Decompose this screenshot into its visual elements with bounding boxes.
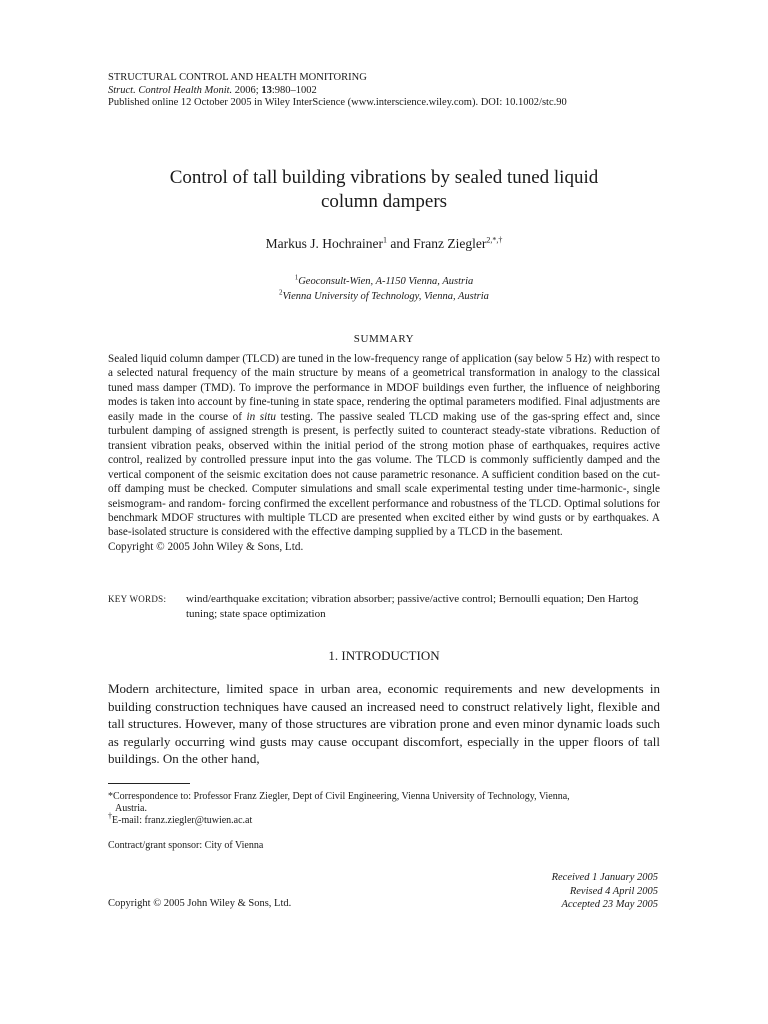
summary-text-b: testing. The passive sealed TLCD making use of the gas-spring effect and, since turbulent damping of assigned strength is present, is perfectly suited to counteract steady-state vibrations. Reduction of transient vibration peaks, observed within the initial period of the strong motion phase of earthquakes, requires active control, realized by controlled pressure input into the gas volume. The TLCD is commonly sufficiently damped and the vertical component of the seismic excitation does not cause parametric resonance. A sufficient condition based on the cut-off damping must be checked. Computer simulations and small scale experimental testing under time-harmonic-, single seismogram- and random- forcing confirmed the excellent performance and robustness of the TLCD. Optimal solutions for benchmark MDOF structures with multiple TLCD are presented when excited either by wind gusts or by earthquakes. A base-isolated structure is considered with the effective damping supplied by a TLCD in the basement. xyxy=(108,410,660,539)
keywords-text: wind/earthquake excitation; vibration absorber; passive/active control; Bernoulli equation; Den Hartog tuning; state space optimization xyxy=(186,593,639,620)
author-ziegler: Franz Ziegler xyxy=(413,236,487,251)
affiliation-2: $^2$Vienna University of Technology, Vienna, Austria xyxy=(279,288,489,302)
author-conjunction: and xyxy=(387,236,414,251)
footnote-rule xyxy=(108,783,190,784)
introduction-heading: 1. INTRODUCTION xyxy=(328,648,440,663)
submission-dates xyxy=(440,871,658,912)
journal-header xyxy=(108,72,567,110)
keywords-label: KEY WORDS: xyxy=(108,594,167,604)
introduction-body: Modern architecture, limited space in urban area, economic requirements and new developments in building construction techniques have caused an increased need to construct relatively light, flexible and tall structures. However, many of those structures are vibration prone and even minor dynamic loads such as regularly occurring wind gusts may cause occupant discomfort, especially in the upper floors of tall buildings. On the other hand, xyxy=(108,681,660,766)
journal-name: STRUCTURAL CONTROL AND HEALTH MONITORING xyxy=(108,72,367,83)
title-line-1: Control of tall building vibrations by sealed tuned liquid xyxy=(169,167,599,188)
keywords xyxy=(108,592,668,622)
paper-title xyxy=(108,166,660,214)
summary-body xyxy=(108,352,660,554)
revised-date: Revised 4 April 2005 xyxy=(569,885,658,897)
affiliations xyxy=(108,274,660,304)
correspondence-continued: Austria. xyxy=(115,803,147,814)
title-line-2: column dampers xyxy=(320,191,448,212)
citation-pages: :980–1002 xyxy=(271,84,317,96)
author-hochrainer: Markus J. Hochrainer xyxy=(265,236,383,251)
publication-info: Published online 12 October 2005 in Wiley InterScience (www.interscience.wiley.com). DOI: 10.1002/stc.90 xyxy=(108,97,567,108)
citation-year: 2006; xyxy=(234,84,259,96)
footnotes xyxy=(108,791,660,827)
grant-sponsor: Contract/grant sponsor: City of Vienna xyxy=(108,840,264,851)
email-text: E-mail: franz.ziegler@tuwien.ac.at xyxy=(112,815,253,826)
correspondence-line: *Correspondence to: Professor Franz Ziegler, Dept of Civil Engineering, Vienna University of Technology, Vienna, xyxy=(108,791,570,802)
email-footnote xyxy=(108,811,660,827)
summary-copyright: Copyright © 2005 John Wiley & Sons, Ltd. xyxy=(108,540,304,553)
citation-volume: 13 xyxy=(261,84,272,96)
author-list xyxy=(108,236,660,252)
footer-copyright: Copyright © 2005 John Wiley & Sons, Ltd. xyxy=(108,898,292,909)
author-1-affil-mark: 1 xyxy=(383,235,387,245)
citation-journal: Struct. Control Health Monit. xyxy=(108,84,233,96)
summary-text-a: Sealed liquid column damper (TLCD) are tuned in the low-frequency range of application (say below 5 Hz) with respect to a selected natural frequency of the main structure by means of a geometrical transformation in analogy to the classical tuned mass damper (TMD). To improve the performance in MDOF buildings even further, the influence of neighboring modes is taken into account by fine-tuning in state space, rendering the optimal parameters modified. Final adjustments are easily made in the course of xyxy=(108,353,660,423)
summary-italic: in situ xyxy=(246,410,276,423)
affiliation-1: $^1$Geoconsult-Wien, A-1150 Vienna, Austria xyxy=(294,273,474,287)
citation-line xyxy=(108,85,567,98)
received-date: Received 1 January 2005 xyxy=(551,872,658,883)
summary-heading: SUMMARY xyxy=(353,333,415,345)
accepted-date: Accepted 23 May 2005 xyxy=(561,899,658,910)
author-2-affil-mark: 2,*,† xyxy=(486,235,503,245)
dagger-mark: † xyxy=(108,811,112,821)
